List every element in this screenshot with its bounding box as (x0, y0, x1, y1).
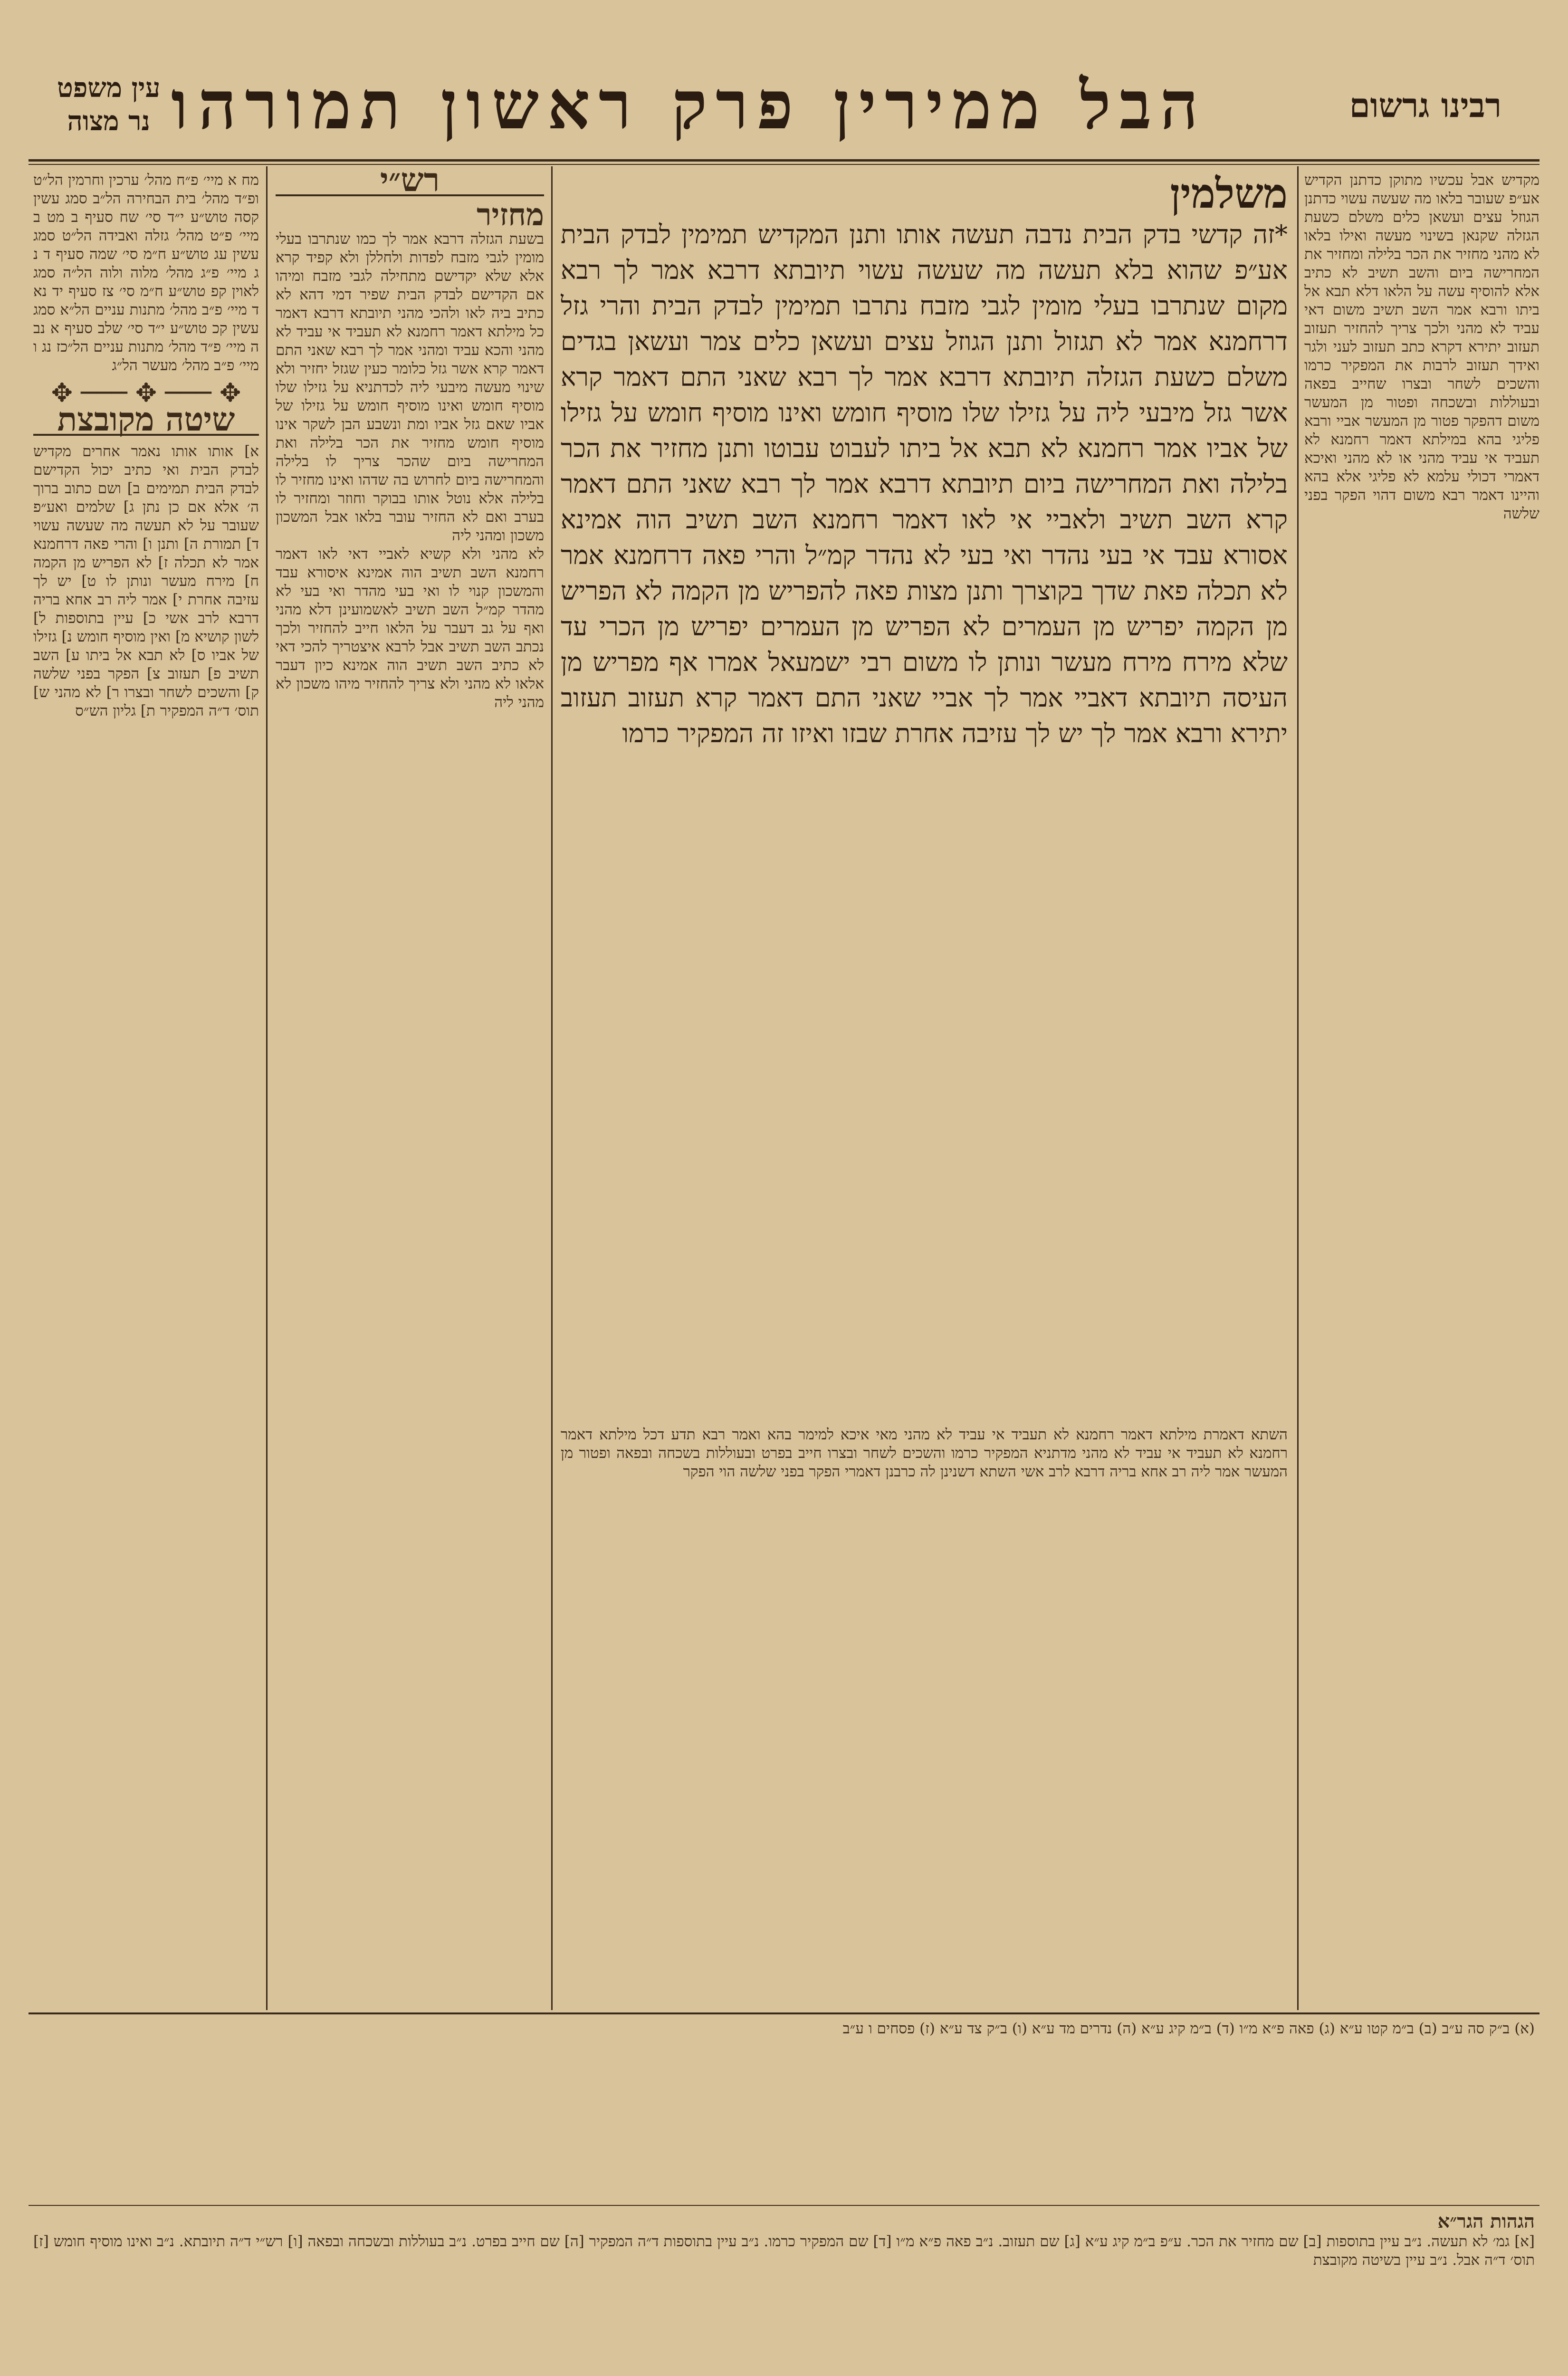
bottom-section-rule (29, 2012, 1539, 2014)
glosses-rule (29, 2205, 1539, 2206)
glosses-block (33, 2212, 1535, 2376)
margin-column-left (33, 171, 259, 1996)
header-rule (29, 159, 1539, 162)
gemara-text-block (561, 171, 1288, 1416)
page-title: הבל ממירין פרק ראשון תמורה (198, 67, 1207, 144)
glosses-heading: הגהות הגר״א (1437, 2212, 1535, 2232)
commentary-title-right: רבינו גרשום (1349, 86, 1501, 125)
masoret-text: (א) ב״ק סה ע״ב (ב) ב״מ קטו ע״א (ג) פאה פ״א מ״ו (ד) ב״מ קיג ע״א (ה) נדרים מד ע״א (ו) ב״ק צד ע״א (ז) פסחים ו ע״ב (842, 2020, 1535, 2037)
column-divider (551, 166, 553, 2010)
header-rule-thin (29, 164, 1539, 165)
column-divider (1297, 166, 1299, 2010)
ein-mishpat-title: עין משפט (57, 72, 161, 104)
rabbeinu-gershom-text: מקדיש אבל עכשיו מתוקן כדתנן הקדיש אע״פ שעובר בלאו מה שעשה עשוי כדתנן הגוזל עצים ועשאן כלים משלם כשעת הגזלה שקנאן בשינוי מעשה ואילו בלאו לא מהני מחזיר את הכר בלילה ומחזיר את המחרישה ביום והשב תשיב לא כתיב אלא להוסיף עשה על הלאו דלא תבא אל ביתו ורבא אמר השב תשיב משום דאי עביד לא מהני ולכך צריך להחזיר תעזוב תעזוב יתירא דקרא כתב תעזוב לעני ולגר ואידך תעזוב לרבות את המפקיר כרמו והשכים לשחר ובצרו שחייב בפאה ובעוללות ובשכחה ופטור מן המעשר משום דהפקר פטור מן המעשר אביי ורבא פליגי בהא במילתא דאמר רחמנא לא תעביד אי עביד מהני או לא מהני ואיכא דאמרי דכולי עלמא לא פליגי אלא בהא והיינו דאמר רבא משום דהוי הפקר בפני שלשה (1304, 172, 1539, 522)
commentary-title-left (57, 71, 160, 138)
glosses-text: [א] גמ׳ לא תעשה. נ״ב עיין בתוספות [ב] שם מחזיר את הכר. ע״פ ב״מ קיג ע״א [ג] שם תעזוב. נ״ב פאה פ״א מ״ו [ד] שם המפקיר כרמו. נ״ב עיין בתוספות ד״ה המפקיר [ה] שם חייב בפרט. נ״ב בעוללות ובשכחה ובפאה [ו] רש״י ד״ה תיובתא. נ״ב ואינו מוסיף חומש [ז] תוס׳ ד״ה אבל. נ״ב עיין בשיטה מקובצת (33, 2233, 1535, 2269)
shita-mekubetzet-text: א] אותו אותו נאמר אחרים מקדיש לבדק הבית ואי כתיב יכול הקדישם לבדק הבית תמימים ב] ושם כתוב ברוך ה׳ אלא אם כן נתן ג] שלמים ואע״פ שעובר על לא תעשה מה שעשה עשוי ד] תמורת ה] ותנן ו] והרי פאה דרחמנא אמר לא תכלה ז] לא הפריש מן הקמה ח] מירח מעשר ונותן לו ט] יש לך עזיבה אחרת י] אמר ליה רב אחא בריה דרבא לרב אשי כ] עיין בתוספות ל] לשון קושיא מ] ואין מוסיף חומש נ] גזילו של אביו ס] לא תבא אל ביתו ע] השב תשיב פ] תעזוב צ] הפקר בפני שלשה ק] והשכים לשחר ובצרו ר] לא מהני ש] תוס׳ ד״ה המפקיר ת] גליון הש״ס (33, 443, 259, 719)
gemara-lower-text: השתא דאמרת מילתא דאמר רחמנא לא תעביד אי עביד לא מהני מאי איכא למימר בהא ואמר רבא תדע דכל מילתא דאמר רחמנא לא תעביד אי עביד לא מהני מדתניא המפקיר כרמו והשכים לשחר ובצרו חייב בפרט ובעוללות בשכחה ובפאה ופטור מן המעשר אמר ליה רב אחא בריה דרבא לרב אשי השתא דשנינן לה כרבנן דאמרי הפקר בפני שלשה הוי הפקר (561, 1426, 1288, 1480)
column-divider (266, 166, 268, 2010)
gemara-opening-word: משלמין (1170, 171, 1288, 218)
rashi-column (276, 171, 544, 1996)
ornament-divider: ✥ ─── ✥ ─── ✥ (51, 378, 241, 408)
page-number: ו (171, 67, 188, 144)
masoret-block (33, 2020, 1535, 2200)
gemara-text: *זה קדשי בדק הבית נדבה תעשה אותו ותנן המקדיש תמימין לבדק הבית אע״פ שהוא בלא תעשה מה שעשה עשוי תיובתא דרבא אמר לך רבא מקום שנתרבו בעלי מומין לגבי מזבח נתרבו תמימין לבדק הבית והרי גזל דרחמנא אמר לא תגזול ותנן הגוזל עצים ועשאן כלים צמר ועשאן בגדים משלם כשעת הגזלה תיובתא דרבא אמר לך רבא שאני התם דאמר קרא אשר גזל מיבעי ליה על גזילו שלו מוסיף חומש ואינו מוסיף חומש על גזילו של אביו אמר רחמנא לא תבא אל ביתו לעבוט עבוטו ותנן מחזיר את הכר בלילה ואת המחרישה ביום תיובתא דרבא אמר לך רבא שאני התם דאמר קרא השב תשיב ולאביי אי לאו דאמר רחמנא השב תשיב הוה אמינא אסורא עבד אי בעי נהדר ואי בעי לא נהדר קמ״ל והרי פאה דרחמנא אמר לא תכלה פאת שדך בקוצרך ותנן מצות פאה להפריש מן הקמה לא הפריש מן הקמה יפריש מן העמרים לא הפריש מן העמרים יפריש מן הכרי עד שלא מירח מירח מעשר ונותן לו משום רבי ישמעאל אמרו אף מפריש מן העיסה תיובתא דאביי אמר לך אביי שאני התם דאמר קרא תעזוב תעזוב יתירא ורבא אמר לך יש לך עזיבה אחרת שבזו ואיזו זה המפקיר כרמו (561, 220, 1288, 748)
rabbeinu-gershom-column (1304, 171, 1539, 2005)
ner-mitzvah-title: נר מצוה (67, 105, 150, 137)
rashi-lower-text: לא מהני ולא קשיא לאביי דאי לאו דאמר רחמנא השב תשיב הוה אמינא איסורא עבד והמשכון קנוי לו ואי בעי מהדר ואי בעי לא מהדר קמ״ל השב תשיב לאשמועינן דלא מהני ואף על גב דעבר על הלאו חייב להחזיר ולכך נכתב השב תשיב אבל לרבא איצטריך להכי דאי לא כתיב השב תשיב הוה אמינא כיון דעבר אלאו לא מהני ולא צריך להחזיר מיהו משכון לא מהני ליה (276, 546, 544, 711)
shita-mekubetzet-heading: שיטה מקובצת (33, 411, 259, 436)
rashi-heading: רש״י (276, 171, 544, 196)
rashi-opening-word: מחזיר (477, 197, 544, 233)
rashi-text: בשעת הגזלה דרבא אמר לך כמו שנתרבו בעלי מומין לגבי מזבח לפדות ולחללן ולא קפיד קרא אלא שלא יקדישם מתחילה לגבי מזבח ומיהו אם הקדישם לבדק הבית שפיר דמי דהא לא כתיב ביה לאו ולהכי מהני תיובתא דרבא דאמר כל מילתא דאמר רחמנא לא תעביד אי עביד לא מהני והכא עביד ומהני אמר לך רבא שאני התם דאמר קרא אשר גזל כלומר כעין שגזל יחזיר ולא שינוי מעשה מיבעי ליה לכדתניא על גזילו שלו מוסיף חומש ואינו מוסיף חומש על גזילו של אביו שאם גזל אביו ומת ונשבע הבן לשקר אינו מוסיף חומש מחזיר את הכר בלילה ואת המחרישה ביום שהכר צריך לו בלילה והמחרישה ביום לחרוש בה שדהו ואינו מחזיר לו בלילה אלא נוטל אותו בבוקר וחוזר ומחזיר לו בערב ואם לא החזיר עובר בלאו אבל המשכון משכון ומהני ליה (276, 230, 544, 544)
page-header (29, 62, 1539, 157)
ein-mishpat-text: מח א מיי׳ פ״ח מהל׳ ערכין וחרמין הל״ט ופ״ד מהל׳ בית הבחירה הל״ב סמג עשין קסה טוש״ע י״ד סי׳ שח סעיף ב מט ב מיי׳ פ״ט מהל׳ גזלה ואבידה הל״ט סמג עשין עג טוש״ע ח״מ סי׳ שמה סעיף ד נ ג מיי׳ פ״ג מהל׳ מלוה ולוה הל״ה סמג לאוין קפ טוש״ע ח״מ סי׳ צז סעיף יד נא ד מיי׳ פ״ב מהל׳ מתנות עניים הל״א סמג עשין קכ טוש״ע י״ד סי׳ שלב סעיף א נב ה מיי׳ פ״ד מהל׳ מתנות עניים הל״כז נג ו מיי׳ פ״ב מהל׳ מעשר הל״ג (33, 172, 259, 374)
gemara-lower-block (561, 1426, 1288, 1996)
